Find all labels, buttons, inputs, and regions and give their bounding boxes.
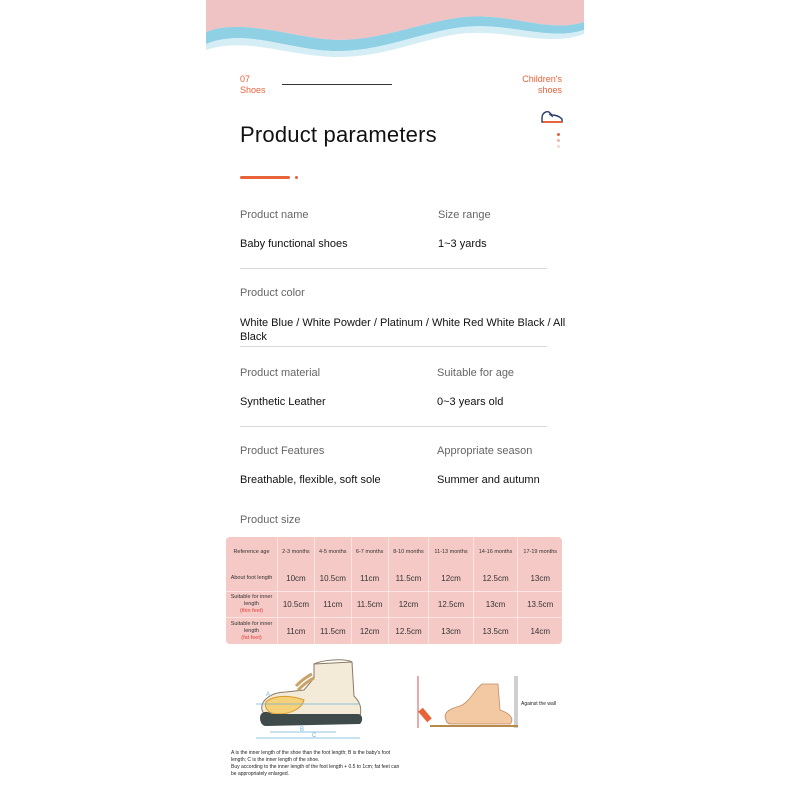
divider [240,426,547,427]
product-material-value: Synthetic Leather [240,396,326,408]
title-accent-bar [240,176,290,179]
suitable-age-label: Suitable for age [437,367,515,379]
product-material-label: Product material [240,367,321,379]
product-color-value: White Blue / White Powder / Platinum / White Red White Black / All Black [240,317,566,343]
product-name-label: Product name [240,209,309,221]
appropriate-season-label: Appropriate season [437,445,533,457]
table-cell: 12cm [429,566,473,592]
table-column-header: 4-5 months [315,537,352,566]
table-column-header: 11-13 months [429,537,473,566]
table-cell: 11.5cm [389,566,430,592]
table-cell: 14cm [530,626,550,636]
table-cell: 13.5cm [518,592,562,618]
divider [240,346,547,347]
shoe-foot-diagram [252,656,372,742]
label-a: A [266,692,271,698]
product-name-value: Baby functional shoes [240,238,348,250]
table-column-header: 17-19 months [523,548,558,555]
product-size-label: Product size [240,514,301,526]
section-number: 07 Shoes [240,74,266,95]
product-color-label: Product color [240,287,305,299]
table-corner-cell: Reference age [226,537,278,566]
table-cell: 11cm [278,618,315,644]
divider [240,268,547,269]
product-features-label: Product Features [240,445,325,457]
product-page [206,0,584,790]
foot-measure-diagram [412,672,530,736]
table-cell: 12.5cm [429,592,473,618]
size-range-label: Size range [438,209,491,221]
table-cell: 12.5cm [474,566,519,592]
table-column-header: 14-16 months [474,537,519,566]
table-cell: 10cm [278,566,315,592]
table-cell: 12.5cm [389,618,430,644]
category-label: Children's shoes [522,74,562,95]
table-cell: 11cm [352,566,389,592]
table-row-header: Suitable for inner length (thin feet) [226,592,278,618]
table-cell: 11cm [315,592,352,618]
against-wall-label: Against the wall [521,701,557,707]
size-range-value: 1~3 yards [438,238,487,250]
header-wave-banner [206,0,584,64]
pagination-dots [557,133,561,151]
table-cell: 12cm [389,592,430,618]
label-b: B [300,727,305,733]
table-column-header: 8-10 months [389,537,430,566]
table-row [226,592,562,618]
table-column-header: 6-7 months [352,537,389,566]
table-cell: 10.5cm [278,592,315,618]
table-row [226,566,562,592]
product-features-value: Breathable, flexible, soft sole [240,474,381,486]
table-cell: 10.5cm [315,566,352,592]
table-row-header: About foot length [226,566,278,592]
table-cell: 13cm [429,618,473,644]
table-cell: 11.5cm [352,592,389,618]
table-cell: 13.5cm [474,618,519,644]
table-cell: 11.5cm [315,618,352,644]
table-cell: 12cm [352,618,389,644]
table-header-row [226,537,562,566]
appropriate-season-value: Summer and autumn [437,474,540,486]
table-column-header: 2-3 months [278,537,315,566]
table-cell: 13cm [518,566,562,592]
table-cell: 13cm [474,592,519,618]
size-caption: A is the inner length of the shoe than the foot length; B is the baby's foot length; C is the inner length of the shoe. Buy according to the inner length of the foot length + 0.5 to 1cm; fat feet can be appropriately enlarged. [231,750,400,777]
size-table [226,537,562,644]
header-divider-line [282,84,392,85]
suitable-age-value: 0~3 years old [437,396,504,408]
table-row-header: Suitable for inner length (fat feet) [226,618,278,644]
page-title: Product parameters [240,122,437,147]
shoe-icon [540,108,564,126]
table-row [226,618,562,644]
label-c: C [312,733,317,739]
title-accent-dot [295,176,298,179]
